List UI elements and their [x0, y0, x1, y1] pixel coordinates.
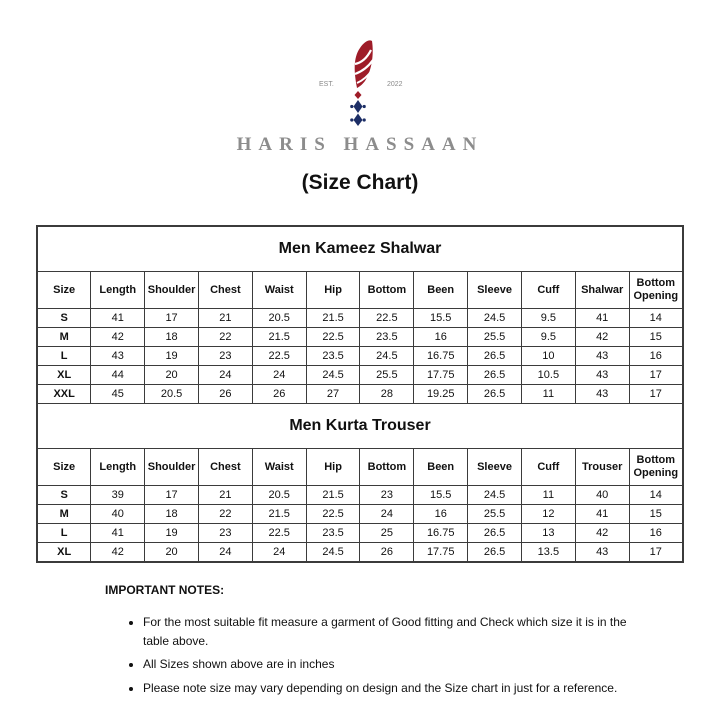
measurement-cell: 23.5 — [306, 524, 360, 543]
measurement-cell: 41 — [91, 524, 145, 543]
measurement-cell: 25.5 — [360, 366, 414, 385]
measurement-cell: 21.5 — [306, 486, 360, 505]
table-row — [37, 328, 683, 347]
measurement-cell: 23.5 — [306, 347, 360, 366]
measurement-cell: 22 — [198, 505, 252, 524]
measurement-cell: 12 — [521, 505, 575, 524]
column-header: Waist — [252, 272, 306, 309]
measurement-cell: 16 — [629, 347, 683, 366]
measurement-cell: 24.5 — [360, 347, 414, 366]
measurement-cell: 24 — [198, 366, 252, 385]
measurement-cell: 24 — [252, 366, 306, 385]
measurement-cell: 9.5 — [521, 328, 575, 347]
measurement-cell: 21 — [198, 486, 252, 505]
size-label-cell: L — [37, 524, 91, 543]
column-header: Chest — [198, 449, 252, 486]
table-row — [37, 524, 683, 543]
measurement-cell: 17 — [629, 543, 683, 563]
measurement-cell: 18 — [145, 505, 199, 524]
measurement-cell: 24 — [198, 543, 252, 563]
est-label: EST. — [319, 81, 334, 88]
note-item: • Please note size may vary depending on design and the Size chart in just for a reference. — [143, 679, 648, 698]
column-header: Cuff — [521, 449, 575, 486]
measurement-cell: 44 — [91, 366, 145, 385]
size-label-cell: M — [37, 328, 91, 347]
measurement-cell: 23 — [360, 486, 414, 505]
measurement-cell: 25 — [360, 524, 414, 543]
measurement-cell: 13 — [521, 524, 575, 543]
table-row — [37, 486, 683, 505]
measurement-cell: 42 — [91, 543, 145, 563]
measurement-cell: 18 — [145, 328, 199, 347]
measurement-cell: 23.5 — [360, 328, 414, 347]
measurement-cell: 28 — [360, 385, 414, 404]
column-header: Size — [37, 272, 91, 309]
table-title-row — [37, 404, 683, 449]
column-header: Hip — [306, 272, 360, 309]
measurement-cell: 15.5 — [414, 309, 468, 328]
table-row — [37, 366, 683, 385]
measurement-cell: 15 — [629, 505, 683, 524]
measurement-cell: 23 — [198, 347, 252, 366]
size-label-cell: S — [37, 486, 91, 505]
measurement-cell: 17 — [145, 309, 199, 328]
measurement-cell: 24 — [360, 505, 414, 524]
size-label-cell: L — [37, 347, 91, 366]
notes-heading: IMPORTANT NOTES: — [105, 583, 225, 597]
measurement-cell: 41 — [575, 309, 629, 328]
measurement-cell: 17 — [145, 486, 199, 505]
measurement-cell: 21 — [198, 309, 252, 328]
table-row — [37, 543, 683, 563]
measurement-cell: 26 — [252, 385, 306, 404]
table-row — [37, 347, 683, 366]
column-header: Length — [91, 272, 145, 309]
size-label-cell: XL — [37, 366, 91, 385]
year-label: 2022 — [387, 81, 403, 88]
measurement-cell: 20.5 — [145, 385, 199, 404]
column-header: Sleeve — [468, 449, 522, 486]
measurement-cell: 10.5 — [521, 366, 575, 385]
measurement-cell: 16.75 — [414, 347, 468, 366]
measurement-cell: 14 — [629, 486, 683, 505]
brand-logo-icon — [305, 38, 415, 126]
column-header: Shoulder — [145, 272, 199, 309]
column-header: Length — [91, 449, 145, 486]
measurement-cell: 26.5 — [468, 385, 522, 404]
size-label-cell: M — [37, 505, 91, 524]
measurement-cell: 24.5 — [306, 543, 360, 563]
measurement-cell: 17.75 — [414, 543, 468, 563]
page-title: (Size Chart) — [301, 171, 419, 194]
table-header-row — [37, 449, 683, 486]
column-header: Shoulder — [145, 449, 199, 486]
measurement-cell: 26 — [360, 543, 414, 563]
brand-name: HARIS HASSAAN — [236, 134, 484, 155]
table-row — [37, 385, 683, 404]
table-row — [37, 309, 683, 328]
measurement-cell: 41 — [91, 309, 145, 328]
measurement-cell: 17 — [629, 366, 683, 385]
brand-header — [0, 0, 720, 195]
measurement-cell: 20 — [145, 543, 199, 563]
measurement-cell: 42 — [575, 524, 629, 543]
measurement-cell: 27 — [306, 385, 360, 404]
table-title: Men Kurta Trouser — [37, 404, 683, 449]
measurement-cell: 26.5 — [468, 524, 522, 543]
feather-icon — [355, 40, 373, 88]
size-tables — [36, 225, 684, 563]
size-label-cell: XXL — [37, 385, 91, 404]
measurement-cell: 16 — [629, 524, 683, 543]
note-item: • All Sizes shown above are in inches — [143, 655, 648, 674]
measurement-cell: 22.5 — [252, 347, 306, 366]
measurement-cell: 23 — [198, 524, 252, 543]
measurement-cell: 43 — [91, 347, 145, 366]
measurement-cell: 16.75 — [414, 524, 468, 543]
size-label-cell: XL — [37, 543, 91, 563]
measurement-cell: 41 — [575, 505, 629, 524]
measurement-cell: 11 — [521, 385, 575, 404]
table-row — [37, 505, 683, 524]
measurement-cell: 22.5 — [306, 328, 360, 347]
column-header: Been — [414, 449, 468, 486]
measurement-cell: 24.5 — [468, 486, 522, 505]
note-item: • For the most suitable fit measure a garment of Good fitting and Check which size it is in the table above. — [143, 613, 648, 651]
table-title: Men Kameez Shalwar — [37, 226, 683, 272]
measurement-cell: 42 — [91, 328, 145, 347]
column-header: Bottom Opening — [629, 272, 683, 309]
measurement-cell: 26 — [198, 385, 252, 404]
column-header: Trouser — [575, 449, 629, 486]
measurement-cell: 20 — [145, 366, 199, 385]
measurement-cell: 11 — [521, 486, 575, 505]
column-header: Hip — [306, 449, 360, 486]
measurement-cell: 26.5 — [468, 347, 522, 366]
measurement-cell: 21.5 — [306, 309, 360, 328]
measurement-cell: 17.75 — [414, 366, 468, 385]
measurement-cell: 10 — [521, 347, 575, 366]
measurement-cell: 20.5 — [252, 486, 306, 505]
column-header: Bottom — [360, 272, 414, 309]
measurement-cell: 21.5 — [252, 505, 306, 524]
column-header: Cuff — [521, 272, 575, 309]
size-label-cell: S — [37, 309, 91, 328]
column-header: Shalwar — [575, 272, 629, 309]
measurement-cell: 16 — [414, 505, 468, 524]
measurement-cell: 24.5 — [306, 366, 360, 385]
measurement-cell: 40 — [575, 486, 629, 505]
measurement-cell: 19 — [145, 347, 199, 366]
measurement-cell: 42 — [575, 328, 629, 347]
measurement-cell: 25.5 — [468, 328, 522, 347]
measurement-cell: 15 — [629, 328, 683, 347]
column-header: Been — [414, 272, 468, 309]
measurement-cell: 43 — [575, 366, 629, 385]
measurement-cell: 39 — [91, 486, 145, 505]
measurement-cell: 26.5 — [468, 543, 522, 563]
size-tables-body — [37, 226, 683, 562]
measurement-cell: 43 — [575, 543, 629, 563]
notes-list — [127, 613, 648, 698]
measurement-cell: 16 — [414, 328, 468, 347]
column-header: Bottom — [360, 449, 414, 486]
measurement-cell: 40 — [91, 505, 145, 524]
measurement-cell: 43 — [575, 385, 629, 404]
measurement-cell: 19.25 — [414, 385, 468, 404]
measurement-cell: 22.5 — [360, 309, 414, 328]
diamond-ornaments-icon — [350, 91, 366, 126]
measurement-cell: 14 — [629, 309, 683, 328]
column-header: Chest — [198, 272, 252, 309]
measurement-cell: 22.5 — [306, 505, 360, 524]
measurement-cell: 19 — [145, 524, 199, 543]
table-header-row — [37, 272, 683, 309]
column-header: Bottom Opening — [629, 449, 683, 486]
measurement-cell: 26.5 — [468, 366, 522, 385]
measurement-cell: 15.5 — [414, 486, 468, 505]
measurement-cell: 20.5 — [252, 309, 306, 328]
measurement-cell: 24.5 — [468, 309, 522, 328]
column-header: Size — [37, 449, 91, 486]
measurement-cell: 22 — [198, 328, 252, 347]
measurement-cell: 21.5 — [252, 328, 306, 347]
measurement-cell: 43 — [575, 347, 629, 366]
important-notes — [105, 583, 720, 698]
table-title-row — [37, 226, 683, 272]
measurement-cell: 24 — [252, 543, 306, 563]
column-header: Waist — [252, 449, 306, 486]
measurement-cell: 25.5 — [468, 505, 522, 524]
measurement-cell: 17 — [629, 385, 683, 404]
measurement-cell: 45 — [91, 385, 145, 404]
measurement-cell: 22.5 — [252, 524, 306, 543]
measurement-cell: 9.5 — [521, 309, 575, 328]
measurement-cell: 13.5 — [521, 543, 575, 563]
column-header: Sleeve — [468, 272, 522, 309]
